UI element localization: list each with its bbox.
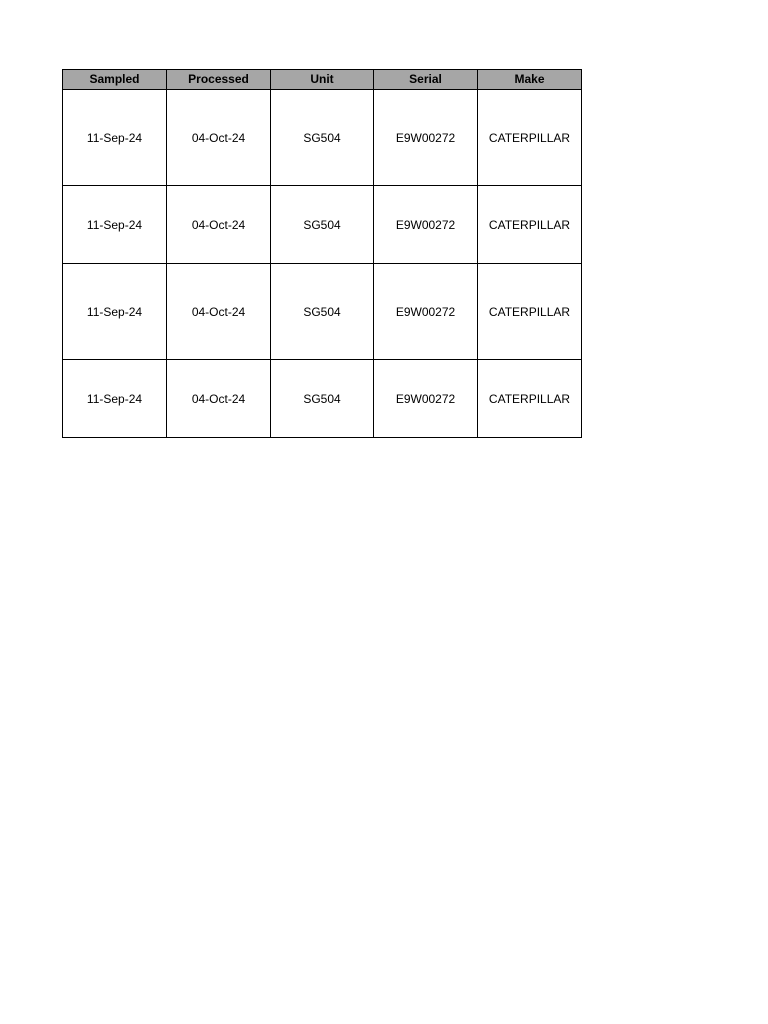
cell-sampled: 11-Sep-24 (63, 264, 167, 360)
header-serial: Serial (374, 70, 478, 90)
cell-serial: E9W00272 (374, 186, 478, 264)
table-row (63, 264, 582, 360)
cell-unit: SG504 (271, 360, 374, 438)
sample-table (62, 69, 582, 438)
cell-sampled: 11-Sep-24 (63, 360, 167, 438)
header-unit: Unit (271, 70, 374, 90)
cell-sampled: 11-Sep-24 (63, 186, 167, 264)
cell-processed: 04-Oct-24 (167, 90, 271, 186)
cell-make: CATERPILLAR (478, 264, 582, 360)
cell-processed: 04-Oct-24 (167, 186, 271, 264)
cell-unit: SG504 (271, 264, 374, 360)
cell-serial: E9W00272 (374, 90, 478, 186)
table-header-row (63, 70, 582, 90)
cell-processed: 04-Oct-24 (167, 360, 271, 438)
cell-serial: E9W00272 (374, 360, 478, 438)
header-processed: Processed (167, 70, 271, 90)
header-sampled: Sampled (63, 70, 167, 90)
table-row (63, 360, 582, 438)
table-row (63, 90, 582, 186)
cell-make: CATERPILLAR (478, 360, 582, 438)
cell-make: CATERPILLAR (478, 186, 582, 264)
cell-make: CATERPILLAR (478, 90, 582, 186)
cell-unit: SG504 (271, 186, 374, 264)
table-row (63, 186, 582, 264)
cell-unit: SG504 (271, 90, 374, 186)
cell-sampled: 11-Sep-24 (63, 90, 167, 186)
cell-serial: E9W00272 (374, 264, 478, 360)
header-make: Make (478, 70, 582, 90)
cell-processed: 04-Oct-24 (167, 264, 271, 360)
